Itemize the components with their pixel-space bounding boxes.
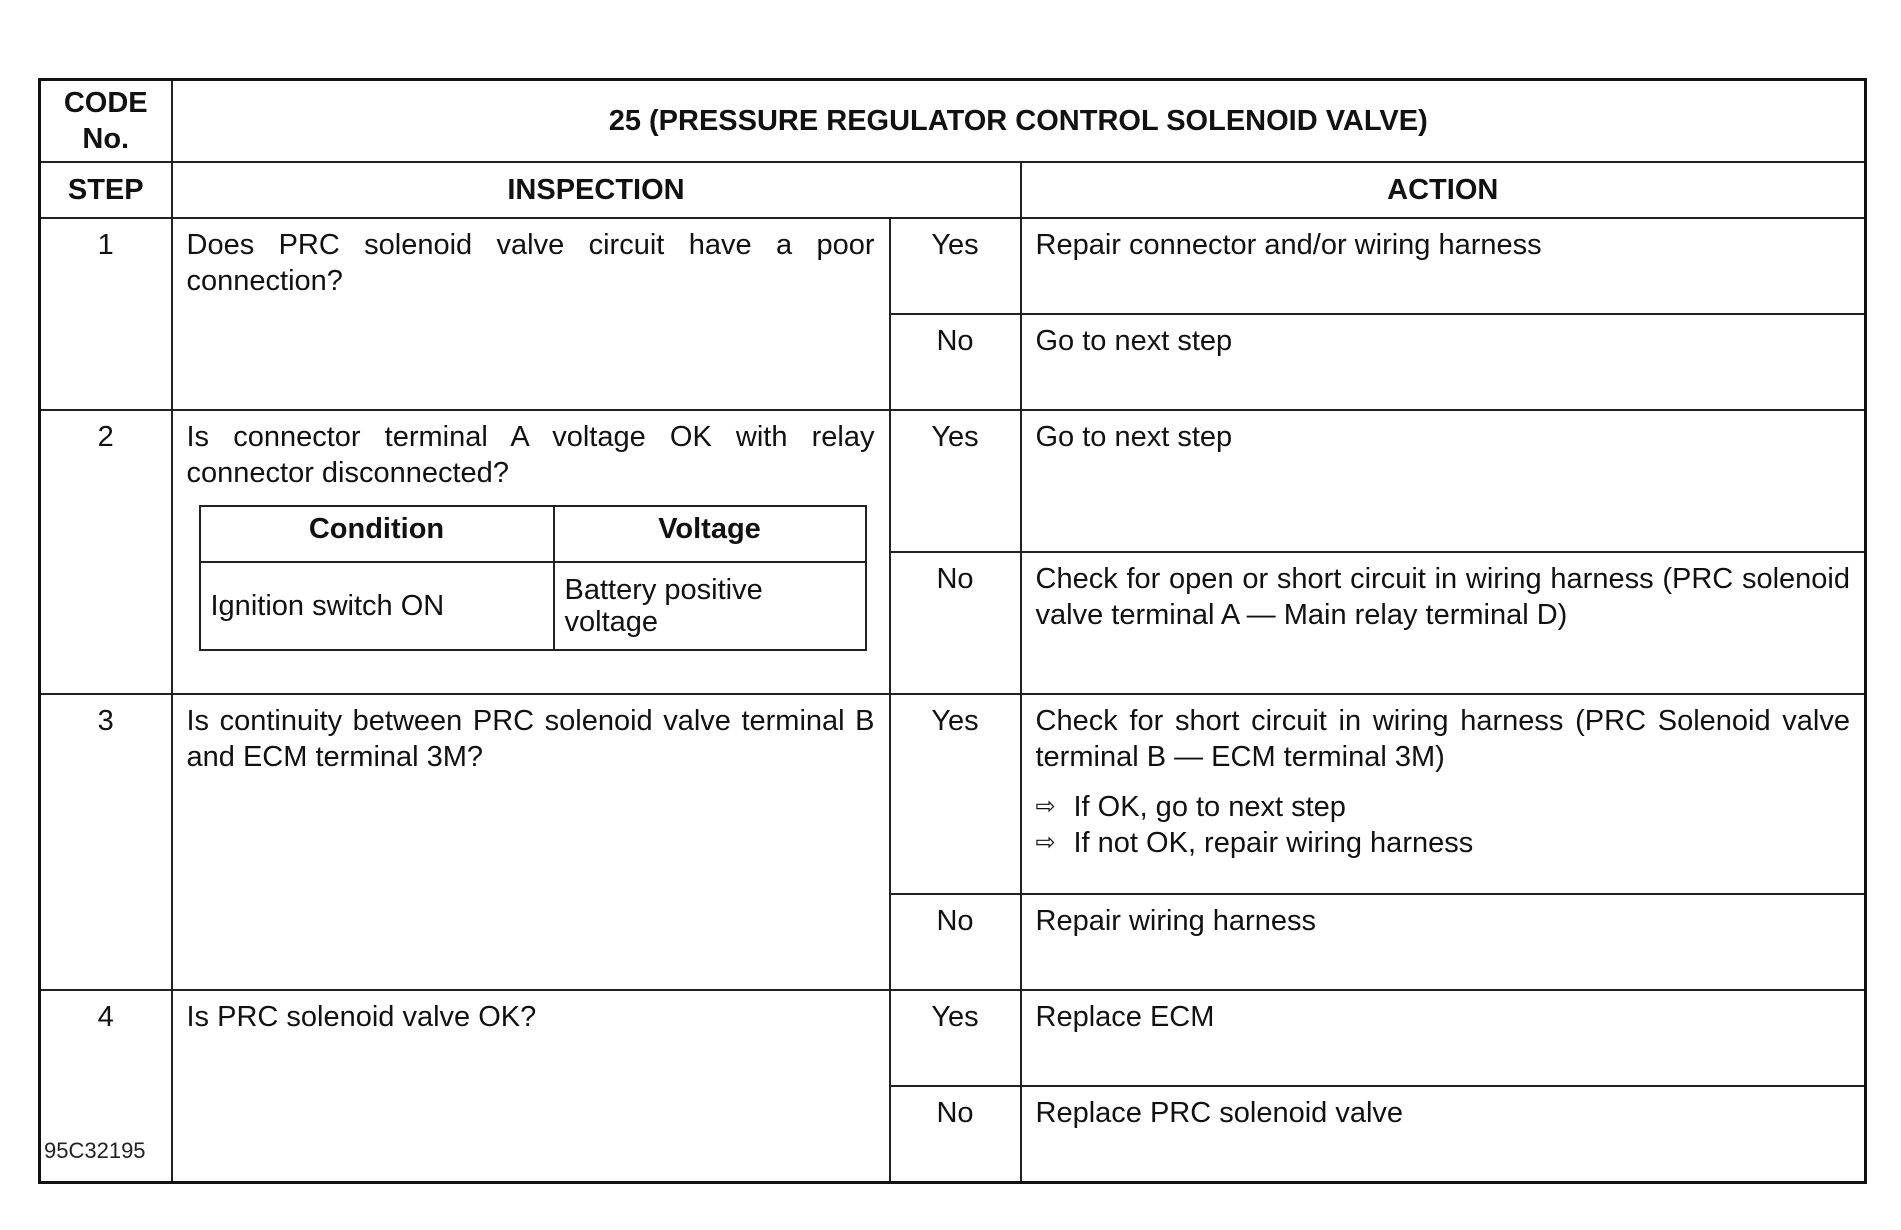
yes-action-text: Check for short circuit in wiring harness (PRC Solenoid valve terminal B — ECM terminal 3M): [1035, 705, 1850, 773]
arrow-right-icon: ⇨: [1035, 793, 1056, 820]
no-label: No: [890, 314, 1021, 410]
inspection-header: INSPECTION: [172, 162, 1021, 218]
no-action-text: Check for open or short circuit in wiring harness (PRC solenoid valve terminal A — Main relay terminal D): [1035, 563, 1850, 631]
yes-label: Yes: [890, 410, 1021, 552]
inspection-text: [172, 694, 890, 990]
code-label-line2: No.: [82, 123, 130, 155]
inspection-question: Is PRC solenoid valve OK?: [186, 1001, 537, 1033]
table-row: [40, 990, 1866, 1086]
no-label: No: [890, 894, 1021, 990]
voltage-column-header: Voltage: [554, 506, 866, 562]
inspection-question: Is connector terminal A voltage OK with relay connector disconnected?: [186, 421, 875, 489]
yes-label: Yes: [890, 694, 1021, 894]
inspection-question: Is continuity between PRC solenoid valve terminal B and ECM terminal 3M?: [186, 705, 875, 773]
no-label: No: [890, 1086, 1021, 1183]
arrow-right-icon: ⇨: [1035, 829, 1056, 856]
step-number: 1: [40, 218, 172, 410]
action-bullets: [1036, 789, 1851, 861]
step-number: 2: [40, 410, 172, 694]
table-row: [40, 694, 1866, 894]
list-item: [1036, 789, 1851, 825]
figure-id: 95C32195: [44, 1138, 146, 1163]
step-number: 3: [40, 694, 172, 990]
inspection-text: [172, 990, 890, 1183]
no-action: Go to next step: [1021, 314, 1866, 410]
condition-column-header: Condition: [200, 506, 554, 562]
no-action: Replace PRC solenoid valve: [1021, 1086, 1866, 1183]
yes-label: Yes: [890, 990, 1021, 1086]
inspection-text: [172, 410, 890, 694]
table-row: [40, 410, 1866, 552]
action-header: ACTION: [1021, 162, 1866, 218]
diagnostic-table: [38, 78, 1867, 1184]
yes-action: Go to next step: [1021, 410, 1866, 552]
code-no-header: [40, 80, 172, 163]
no-label: No: [890, 552, 1021, 694]
step-number: 4: [40, 990, 172, 1183]
inspection-text: [172, 218, 890, 410]
code-title: 25 (PRESSURE REGULATOR CONTROL SOLENOID VALVE): [172, 80, 1866, 163]
code-label-line1: CODE: [63, 87, 148, 119]
no-action: Repair wiring harness: [1021, 894, 1866, 990]
list-item: [1036, 825, 1851, 861]
yes-action: Repair connector and/or wiring harness: [1021, 218, 1866, 314]
step-header: STEP: [40, 162, 172, 218]
bullet-text: If not OK, repair wiring harness: [1073, 827, 1474, 859]
voltage-value: Battery positive voltage: [554, 562, 866, 650]
yes-action: Replace ECM: [1021, 990, 1866, 1086]
condition-value: Ignition switch ON: [200, 562, 554, 650]
no-action: [1021, 552, 1866, 694]
bullet-text: If OK, go to next step: [1073, 791, 1346, 823]
yes-label: Yes: [890, 218, 1021, 314]
table-row: [40, 218, 1866, 314]
yes-action: [1021, 694, 1866, 894]
inspection-question: Does PRC solenoid valve circuit have a poor connection?: [186, 229, 875, 297]
condition-table: [199, 505, 867, 651]
